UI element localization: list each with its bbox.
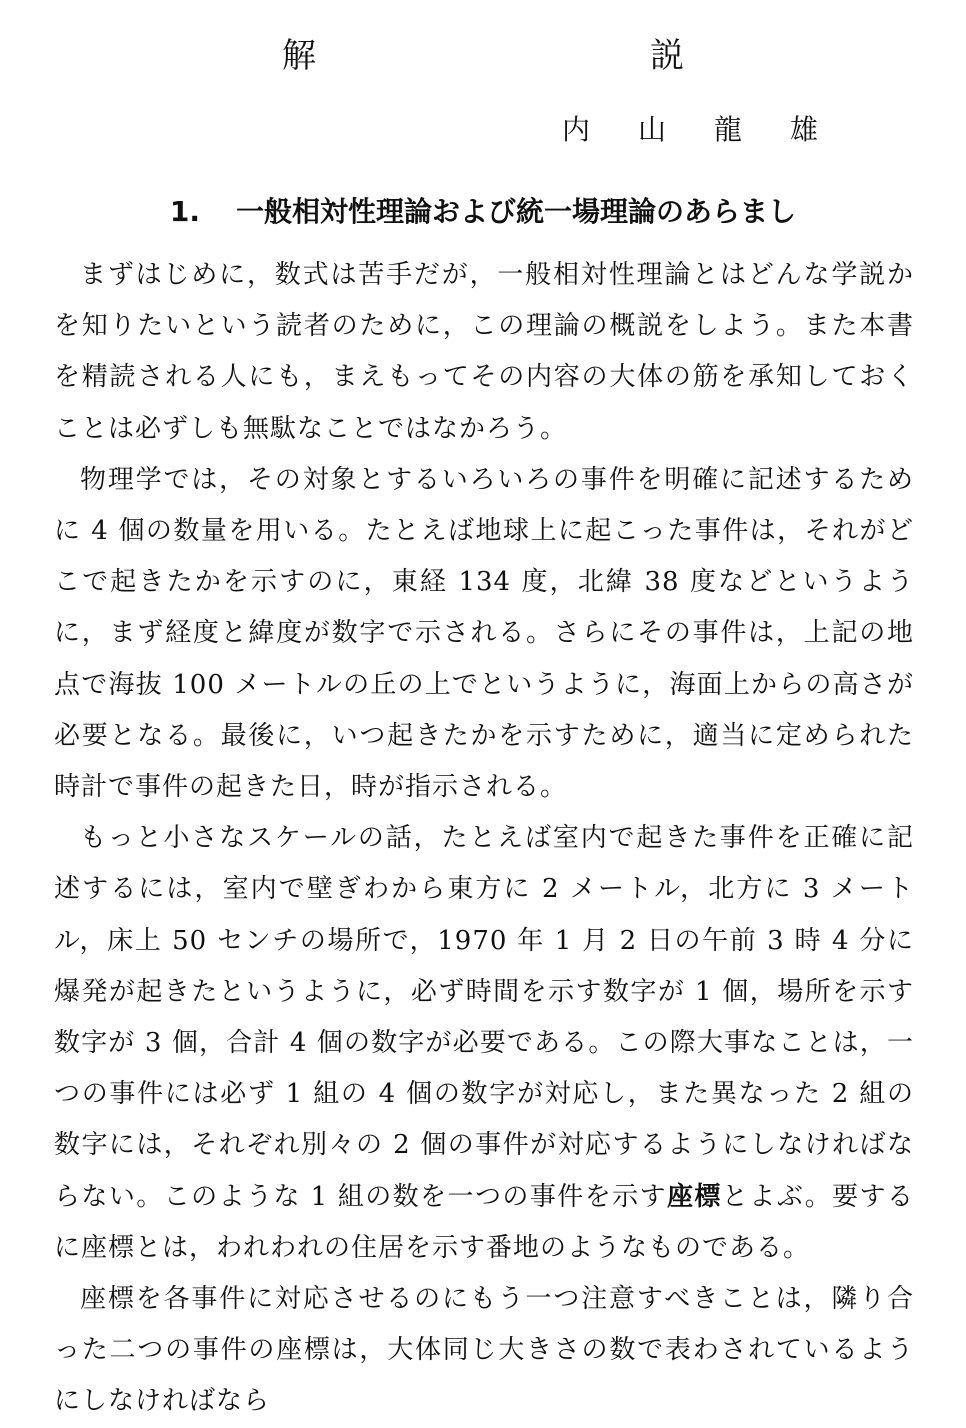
paragraph: まずはじめに，数式は苦手だが，一般相対性理論とはどんな学説かを知りたいという読者のために，この理論の概説をしよう。また本書を精読される人にも，まえもってその内容の大体の筋を承知しておくことは必ずしも無駄なことではなかろう。: [54, 260, 914, 444]
document-title: 解 説: [282, 36, 834, 76]
key-term: 座標: [667, 1181, 722, 1212]
section-heading: [0, 192, 966, 232]
body-text: [54, 250, 914, 1428]
paragraph: 物理学では，その対象とするいろいろの事件を明確に記述するために 4 個の数量を用いる。たとえば地球上に起こった事件は，それがどこで起きたかを示すのに，東経 134 度，北緯 38 度などというように，まず経度と緯度が数字で示される。さらにその事件は，上記の地点で海抜 100 メートルの丘の上でというように，海面上からの高さが必要となる。最後に，いつ起きたかを示すために，適当に定められた時計で事件の起きた日，時が指示される。: [54, 464, 914, 803]
author-name: 内山龍雄: [561, 113, 866, 146]
paragraph-text-after-term: とよぶ。要するに座標とは，われわれの住居を示す番地のようなものである。: [54, 1181, 914, 1263]
section-title: 一般相対性理論および統一場理論のあらまし: [236, 195, 797, 228]
paragraph: [54, 813, 914, 1274]
section-number: 1.: [169, 195, 201, 228]
paragraph-text-before-term: もっと小さなスケールの話，たとえば室内で起きた事件を正確に記述するには，室内で壁ぎわから東方に 2 メートル，北方に 3 メートル，床上 50 センチの場所で，1970 年 1 月 2 日の午前 3 時 4 分に爆発が起きたというように，必ず時間を示す数字が 1 個，場所を示す数字が 3 個，合計 4 個の数字が必要である。この際大事なことは，一つの事件には必ず 1 組の 4 個の数字が対応し，また異なった 2 組の数字には，それぞれ別々の 2 個の事件が対応するようにしなければならない。このような 1 組の数を一つの事件を示す: [54, 823, 914, 1212]
paragraph: 座標を各事件に対応させるのにもう一つ注意すべきことは，隣り合った二つの事件の座標は，大体同じ大きさの数で表わされているようにしなければなら: [54, 1284, 914, 1417]
